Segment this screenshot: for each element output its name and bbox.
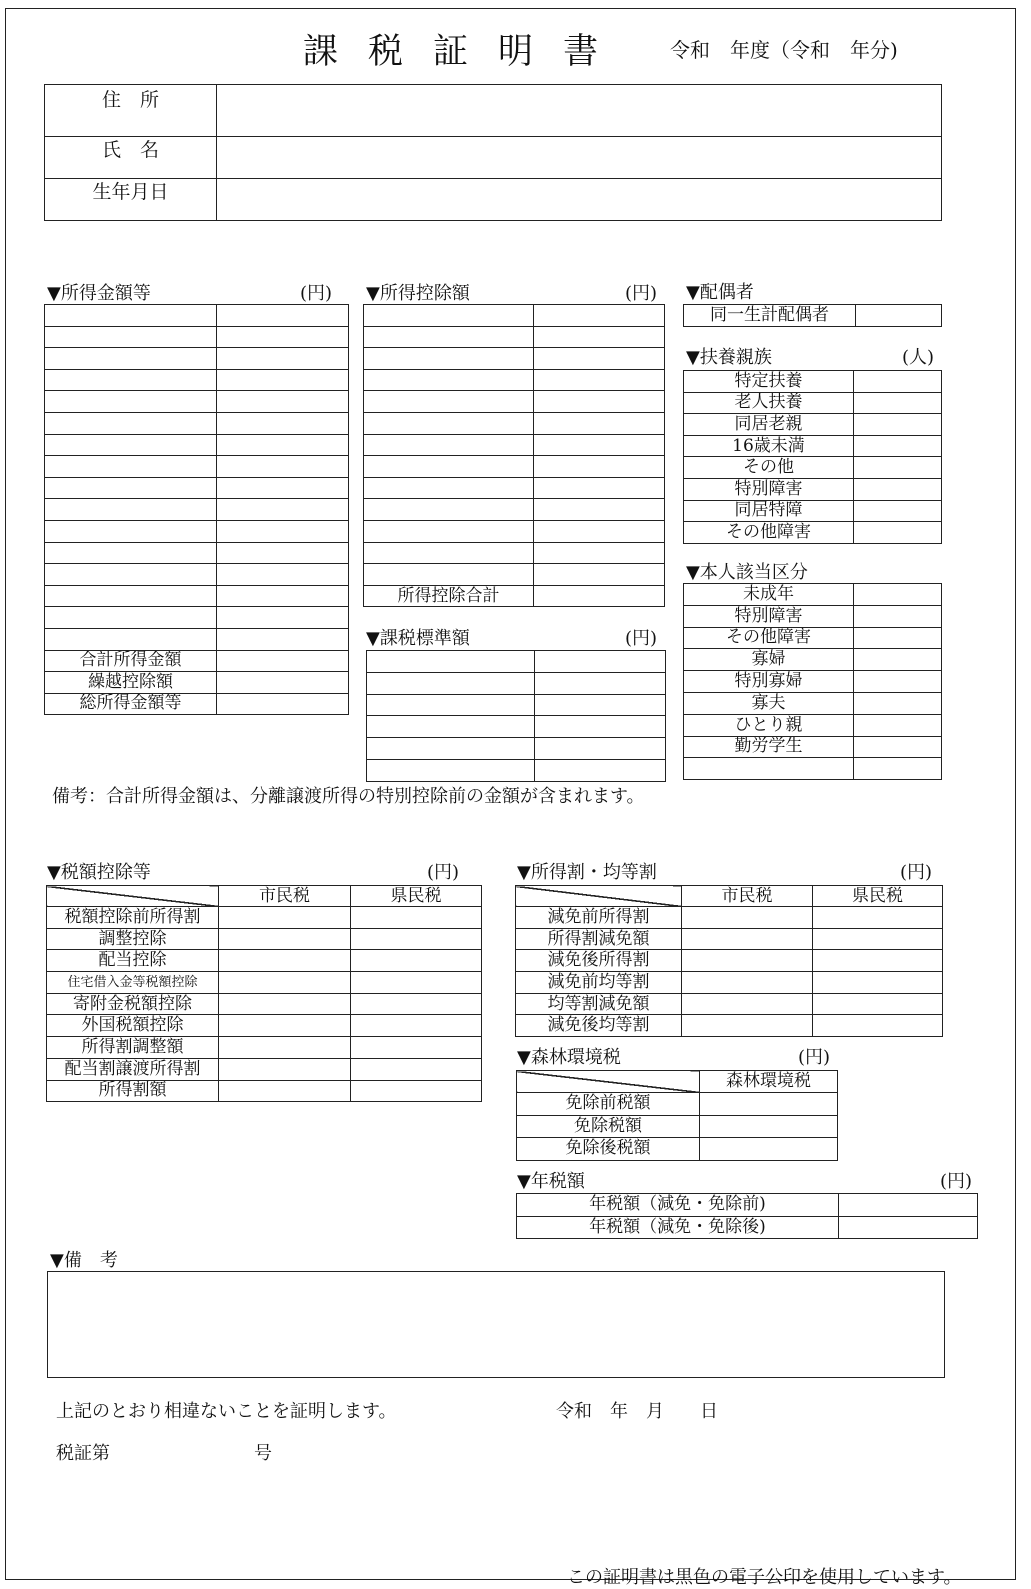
- tax-credit-row-label: 配当割譲渡所得割: [47, 1058, 219, 1080]
- income-value-cell[interactable]: [217, 477, 349, 499]
- table-row: [684, 478, 942, 500]
- table-row: [45, 369, 349, 391]
- self-category-label: 寡夫: [684, 692, 854, 714]
- credit-col-city: 市民税: [219, 886, 351, 907]
- table-row: [517, 1216, 978, 1239]
- income-label-cell[interactable]: [45, 369, 217, 391]
- forest-tax-unit: (円): [798, 1047, 831, 1068]
- table-row: [364, 348, 665, 370]
- table-row: [684, 500, 942, 522]
- prefecture-tax-cell[interactable]: [813, 928, 943, 950]
- table-row: [45, 434, 349, 456]
- table-row: [45, 585, 349, 607]
- income-table: [44, 304, 349, 715]
- taxable-value-cell[interactable]: [535, 738, 666, 760]
- table-row: [45, 326, 349, 348]
- levy-col-prefecture: 県民税: [813, 886, 943, 907]
- deduction-value-cell[interactable]: [534, 348, 665, 370]
- dependent-type-label: 老人扶養: [684, 392, 854, 414]
- deduction-label-cell[interactable]: [364, 477, 534, 499]
- annual-row-label: 年税額（減免・免除後): [517, 1216, 839, 1239]
- dependents-unit: (人): [902, 347, 935, 368]
- table-row: [684, 414, 942, 436]
- deduction-label-cell[interactable]: [364, 499, 534, 521]
- self-category-value-cell[interactable]: [854, 714, 942, 736]
- table-row: [684, 522, 942, 544]
- table-row: [47, 972, 482, 994]
- income-label-cell[interactable]: [45, 305, 217, 327]
- forest-value-cell[interactable]: [700, 1093, 838, 1116]
- city-tax-cell[interactable]: [682, 907, 813, 929]
- table-row: [47, 1037, 482, 1059]
- tax-credit-row-label: 外国税額控除: [47, 1015, 219, 1037]
- table-row: [364, 564, 665, 586]
- income-value-cell[interactable]: [217, 326, 349, 348]
- income-label-cell[interactable]: [45, 456, 217, 478]
- dependent-type-label: 特定扶養: [684, 371, 854, 393]
- city-tax-cell[interactable]: [682, 972, 813, 994]
- dependent-type-label: 16歳未満: [684, 435, 854, 457]
- taxable-label-cell[interactable]: [367, 759, 535, 781]
- certify-statement: 上記のとおり相違ないことを証明します。: [56, 1401, 397, 1422]
- table-row: [684, 457, 942, 479]
- deduction-label-cell[interactable]: [364, 434, 534, 456]
- table-row: [364, 477, 665, 499]
- table-row: [45, 607, 349, 629]
- tax-credit-row-label: 調整控除: [47, 928, 219, 950]
- table-row: [47, 993, 482, 1015]
- credit-col-prefecture: 県民税: [351, 886, 482, 907]
- deduction-label-cell[interactable]: [364, 369, 534, 391]
- income-label-cell[interactable]: [45, 520, 217, 542]
- table-row: [364, 434, 665, 456]
- tax-credit-row-label: 所得割額: [47, 1080, 219, 1102]
- table-row: [367, 738, 666, 760]
- taxable-value-cell[interactable]: [535, 672, 666, 694]
- taxable-value-cell[interactable]: [535, 759, 666, 781]
- dependent-type-label: その他障害: [684, 522, 854, 544]
- self-category-heading: ▼本人該当区分: [686, 562, 808, 583]
- dependent-count-cell[interactable]: [854, 522, 942, 544]
- deduction-value-cell[interactable]: [534, 520, 665, 542]
- income-levy-table: [515, 885, 943, 1037]
- deduction-value-cell[interactable]: [534, 305, 665, 327]
- prefecture-tax-cell[interactable]: [351, 950, 482, 972]
- address-label: 住 所: [45, 85, 217, 137]
- self-category-label[interactable]: [684, 758, 854, 780]
- deduction-label-cell[interactable]: [364, 326, 534, 348]
- table-row: [45, 412, 349, 434]
- income-unit: (円): [300, 283, 333, 304]
- income-value-cell[interactable]: [217, 693, 349, 715]
- dependent-count-cell[interactable]: [854, 392, 942, 414]
- table-row: [517, 1138, 838, 1161]
- deduction-label-cell[interactable]: [364, 412, 534, 434]
- tax-credit-unit: (円): [427, 862, 460, 883]
- income-value-cell[interactable]: [217, 434, 349, 456]
- forest-row-label: 免除後税額: [517, 1138, 700, 1161]
- personal-info-table: [44, 84, 942, 221]
- deduction-label-cell[interactable]: [364, 348, 534, 370]
- table-row: [45, 456, 349, 478]
- annual-tax-unit: (円): [940, 1171, 973, 1192]
- document-title: 課税証明書: [303, 32, 629, 72]
- income-value-cell[interactable]: [217, 348, 349, 370]
- tax-credit-table: [46, 885, 482, 1102]
- city-tax-cell[interactable]: [219, 907, 351, 929]
- income-label-cell[interactable]: [45, 326, 217, 348]
- name-field[interactable]: [217, 137, 942, 179]
- dependents-heading: ▼扶養親族: [686, 347, 772, 368]
- prefecture-tax-cell[interactable]: [351, 1015, 482, 1037]
- table-row: [45, 672, 349, 694]
- table-row: [684, 435, 942, 457]
- cert-number-suffix: 号: [254, 1443, 272, 1464]
- income-value-cell[interactable]: [217, 412, 349, 434]
- forest-row-label: 免除前税額: [517, 1093, 700, 1116]
- taxable-label-cell[interactable]: [367, 694, 535, 716]
- income-label-cell[interactable]: [45, 585, 217, 607]
- income-label-cell[interactable]: [45, 564, 217, 586]
- dependent-count-cell[interactable]: [854, 500, 942, 522]
- income-value-cell[interactable]: [217, 520, 349, 542]
- table-row: [367, 672, 666, 694]
- income-heading: ▼所得金額等: [47, 283, 151, 304]
- table-row: [47, 1080, 482, 1102]
- table-row: [367, 651, 666, 673]
- prefecture-tax-cell[interactable]: [813, 950, 943, 972]
- deduction-value-cell[interactable]: [534, 477, 665, 499]
- taxable-value-cell[interactable]: [535, 651, 666, 673]
- income-label-cell[interactable]: [45, 499, 217, 521]
- prefecture-tax-cell[interactable]: [351, 993, 482, 1015]
- taxable-label-cell[interactable]: [367, 738, 535, 760]
- table-row: [516, 907, 943, 929]
- table-row: [516, 1015, 943, 1037]
- dependent-count-cell[interactable]: [854, 414, 942, 436]
- diagonal-header-cell: [47, 886, 219, 907]
- annual-row-label: 年税額（減免・免除前): [517, 1194, 839, 1217]
- dependent-count-cell[interactable]: [854, 457, 942, 479]
- remarks-box[interactable]: [47, 1271, 945, 1378]
- dependent-type-label: その他: [684, 457, 854, 479]
- dependent-type-label: 同居老親: [684, 414, 854, 436]
- income-value-cell[interactable]: [217, 499, 349, 521]
- table-row: [367, 694, 666, 716]
- forest-tax-heading: ▼森林環境税: [517, 1047, 621, 1068]
- table-row: [364, 585, 665, 607]
- income-row-label: 総所得金額等: [45, 693, 217, 715]
- deduction-label-cell[interactable]: [364, 542, 534, 564]
- table-row: [516, 950, 943, 972]
- taxable-label-cell[interactable]: [367, 651, 535, 673]
- table-row: [516, 993, 943, 1015]
- table-row: [684, 392, 942, 414]
- levy-row-label: 所得割減免額: [516, 928, 682, 950]
- table-row: [364, 520, 665, 542]
- deduction-value-cell[interactable]: [534, 585, 665, 607]
- prefecture-tax-cell[interactable]: [813, 907, 943, 929]
- taxable-value-cell[interactable]: [535, 716, 666, 738]
- deduction-value-cell[interactable]: [534, 456, 665, 478]
- taxable-label-cell[interactable]: [367, 716, 535, 738]
- city-tax-cell[interactable]: [219, 972, 351, 994]
- table-row: [45, 391, 349, 413]
- prefecture-tax-cell[interactable]: [351, 1058, 482, 1080]
- dependents-table: [683, 370, 942, 544]
- self-category-value-cell[interactable]: [854, 649, 942, 671]
- table-row: [45, 650, 349, 672]
- table-row: [684, 584, 942, 606]
- table-row: [364, 542, 665, 564]
- annual-tax-heading: ▼年税額: [517, 1171, 585, 1192]
- self-category-label: 勤労学生: [684, 736, 854, 758]
- table-row: [364, 369, 665, 391]
- table-row: [684, 714, 942, 736]
- income-value-cell[interactable]: [217, 391, 349, 413]
- income-label-cell[interactable]: [45, 628, 217, 650]
- dependent-count-cell[interactable]: [854, 478, 942, 500]
- tax-credit-row-label: 配当控除: [47, 950, 219, 972]
- prefecture-tax-cell[interactable]: [813, 972, 943, 994]
- income-value-cell[interactable]: [217, 628, 349, 650]
- name-label: 氏 名: [45, 137, 217, 179]
- self-category-value-cell[interactable]: [854, 692, 942, 714]
- income-value-cell[interactable]: [217, 564, 349, 586]
- income-label-cell[interactable]: [45, 477, 217, 499]
- remarks-heading: ▼備 考: [50, 1250, 118, 1271]
- table-row: [47, 1058, 482, 1080]
- deduction-label-cell[interactable]: [364, 456, 534, 478]
- certify-date: 令和 年 月 日: [556, 1401, 718, 1422]
- table-row: [684, 758, 942, 780]
- prefecture-tax-cell[interactable]: [351, 907, 482, 929]
- deduction-value-cell[interactable]: [534, 391, 665, 413]
- fiscal-year-note: 令和 年度（令和 年分): [670, 38, 898, 62]
- table-row: [47, 1015, 482, 1037]
- table-row: [684, 736, 942, 758]
- table-row: [517, 1194, 978, 1217]
- prefecture-tax-cell[interactable]: [351, 972, 482, 994]
- self-category-label: ひとり親: [684, 714, 854, 736]
- self-category-table: [683, 583, 942, 780]
- income-value-cell[interactable]: [217, 542, 349, 564]
- table-row: [45, 628, 349, 650]
- annual-value-cell[interactable]: [839, 1216, 978, 1239]
- spouse-value[interactable]: [856, 305, 942, 327]
- levy-row-label: 減免前均等割: [516, 972, 682, 994]
- dependent-count-cell[interactable]: [854, 435, 942, 457]
- income-value-cell[interactable]: [217, 672, 349, 694]
- city-tax-cell[interactable]: [219, 1080, 351, 1102]
- self-category-label: その他障害: [684, 627, 854, 649]
- taxable-unit: (円): [625, 628, 658, 649]
- diagonal-header-cell: [517, 1071, 700, 1093]
- tax-credit-row-label: 寄附金税額控除: [47, 993, 219, 1015]
- prefecture-tax-cell[interactable]: [813, 1015, 943, 1037]
- self-category-value-cell[interactable]: [854, 605, 942, 627]
- city-tax-cell[interactable]: [682, 1015, 813, 1037]
- table-row: [364, 412, 665, 434]
- table-row: [45, 520, 349, 542]
- taxable-heading: ▼課税標準額: [366, 628, 470, 649]
- city-tax-cell[interactable]: [219, 928, 351, 950]
- income-label-cell[interactable]: [45, 607, 217, 629]
- self-category-label: 特別寡婦: [684, 671, 854, 693]
- levy-row-label: 減免前所得割: [516, 907, 682, 929]
- cert-number-prefix: 税証第: [56, 1443, 110, 1464]
- tax-credit-row-label: 所得割調整額: [47, 1037, 219, 1059]
- taxable-value-cell[interactable]: [535, 694, 666, 716]
- table-row: [45, 499, 349, 521]
- prefecture-tax-cell[interactable]: [351, 1037, 482, 1059]
- income-label-cell[interactable]: [45, 412, 217, 434]
- diagonal-header-cell: [516, 886, 682, 907]
- dependent-type-label: 特別障害: [684, 478, 854, 500]
- forest-value-cell[interactable]: [700, 1138, 838, 1161]
- table-row: [516, 972, 943, 994]
- footer-seal-note: この証明書は黒色の電子公印を使用しています。: [567, 1567, 962, 1588]
- table-row: [364, 305, 665, 327]
- city-tax-cell[interactable]: [682, 928, 813, 950]
- deduction-value-cell[interactable]: [534, 434, 665, 456]
- self-category-value-cell[interactable]: [854, 671, 942, 693]
- forest-tax-table: [516, 1070, 838, 1161]
- forest-value-cell[interactable]: [700, 1115, 838, 1138]
- table-row: [45, 542, 349, 564]
- deduction-value-cell[interactable]: [534, 412, 665, 434]
- city-tax-cell[interactable]: [219, 1058, 351, 1080]
- self-category-value-cell[interactable]: [854, 584, 942, 606]
- table-row: [684, 671, 942, 693]
- address-field[interactable]: [217, 85, 942, 137]
- table-row: [47, 907, 482, 929]
- self-category-label: 特別障害: [684, 605, 854, 627]
- deduction-value-cell[interactable]: [534, 326, 665, 348]
- self-category-value-cell[interactable]: [854, 627, 942, 649]
- table-row: [684, 649, 942, 671]
- dob-label: 生年月日: [45, 179, 217, 221]
- deduction-value-cell[interactable]: [534, 542, 665, 564]
- table-row: [47, 950, 482, 972]
- income-label-cell[interactable]: [45, 391, 217, 413]
- table-row: [684, 692, 942, 714]
- income-value-cell[interactable]: [217, 305, 349, 327]
- table-row: [684, 371, 942, 393]
- city-tax-cell[interactable]: [219, 993, 351, 1015]
- table-row: [684, 627, 942, 649]
- prefecture-tax-cell[interactable]: [813, 993, 943, 1015]
- table-row: [45, 348, 349, 370]
- income-label-cell[interactable]: [45, 348, 217, 370]
- table-row: [45, 693, 349, 715]
- dob-field[interactable]: [217, 179, 942, 221]
- taxable-label-cell[interactable]: [367, 672, 535, 694]
- table-row: [684, 605, 942, 627]
- levy-col-city: 市民税: [682, 886, 813, 907]
- deduction-total-label: 所得控除合計: [364, 585, 534, 607]
- self-category-value-cell[interactable]: [854, 758, 942, 780]
- forest-row-label: 免除税額: [517, 1115, 700, 1138]
- table-row: [45, 305, 349, 327]
- deduction-label-cell[interactable]: [364, 305, 534, 327]
- table-row: [517, 1093, 838, 1116]
- table-row: [45, 564, 349, 586]
- income-note: 備考：合計所得金額は、分離譲渡所得の特別控除前の金額が含まれます。: [52, 786, 645, 807]
- table-row: [367, 759, 666, 781]
- table-row: [364, 391, 665, 413]
- deduction-value-cell[interactable]: [534, 564, 665, 586]
- deduction-unit: (円): [625, 283, 658, 304]
- tax-credit-row-label: 住宅借入金等税額控除: [47, 972, 219, 994]
- self-category-value-cell[interactable]: [854, 736, 942, 758]
- income-levy-unit: (円): [900, 862, 933, 883]
- deduction-label-cell[interactable]: [364, 564, 534, 586]
- taxable-table: [366, 650, 666, 782]
- forest-col: 森林環境税: [700, 1071, 838, 1093]
- table-row: [47, 928, 482, 950]
- city-tax-cell[interactable]: [682, 993, 813, 1015]
- deduction-label-cell[interactable]: [364, 391, 534, 413]
- income-label-cell[interactable]: [45, 542, 217, 564]
- income-row-label: 合計所得金額: [45, 650, 217, 672]
- income-row-label: 繰越控除額: [45, 672, 217, 694]
- dependent-count-cell[interactable]: [854, 371, 942, 393]
- prefecture-tax-cell[interactable]: [351, 1080, 482, 1102]
- annual-value-cell[interactable]: [839, 1194, 978, 1217]
- city-tax-cell[interactable]: [682, 950, 813, 972]
- table-row: [367, 716, 666, 738]
- spouse-table: [683, 304, 942, 327]
- prefecture-tax-cell[interactable]: [351, 928, 482, 950]
- table-row: [364, 499, 665, 521]
- deduction-heading: ▼所得控除額: [366, 283, 470, 304]
- income-levy-heading: ▼所得割・均等割: [517, 862, 657, 883]
- income-value-cell[interactable]: [217, 456, 349, 478]
- deduction-value-cell[interactable]: [534, 369, 665, 391]
- deduction-table: [363, 304, 665, 607]
- table-row: [364, 326, 665, 348]
- dependent-type-label: 同居特障: [684, 500, 854, 522]
- income-label-cell[interactable]: [45, 434, 217, 456]
- table-row: [45, 477, 349, 499]
- self-category-label: 未成年: [684, 584, 854, 606]
- deduction-label-cell[interactable]: [364, 520, 534, 542]
- city-tax-cell[interactable]: [219, 1037, 351, 1059]
- income-value-cell[interactable]: [217, 585, 349, 607]
- income-value-cell[interactable]: [217, 607, 349, 629]
- tax-credit-heading: ▼税額控除等: [47, 862, 151, 883]
- levy-row-label: 減免後均等割: [516, 1015, 682, 1037]
- levy-row-label: 均等割減免額: [516, 993, 682, 1015]
- income-value-cell[interactable]: [217, 369, 349, 391]
- spouse-label: 同一生計配偶者: [684, 305, 856, 327]
- table-row: [517, 1115, 838, 1138]
- annual-tax-table: [516, 1193, 978, 1239]
- city-tax-cell[interactable]: [219, 1015, 351, 1037]
- deduction-value-cell[interactable]: [534, 499, 665, 521]
- levy-row-label: 減免後所得割: [516, 950, 682, 972]
- self-category-label: 寡婦: [684, 649, 854, 671]
- table-row: [516, 928, 943, 950]
- tax-credit-row-label: 税額控除前所得割: [47, 907, 219, 929]
- city-tax-cell[interactable]: [219, 950, 351, 972]
- spouse-heading: ▼配偶者: [686, 282, 754, 303]
- income-value-cell[interactable]: [217, 650, 349, 672]
- table-row: [364, 456, 665, 478]
